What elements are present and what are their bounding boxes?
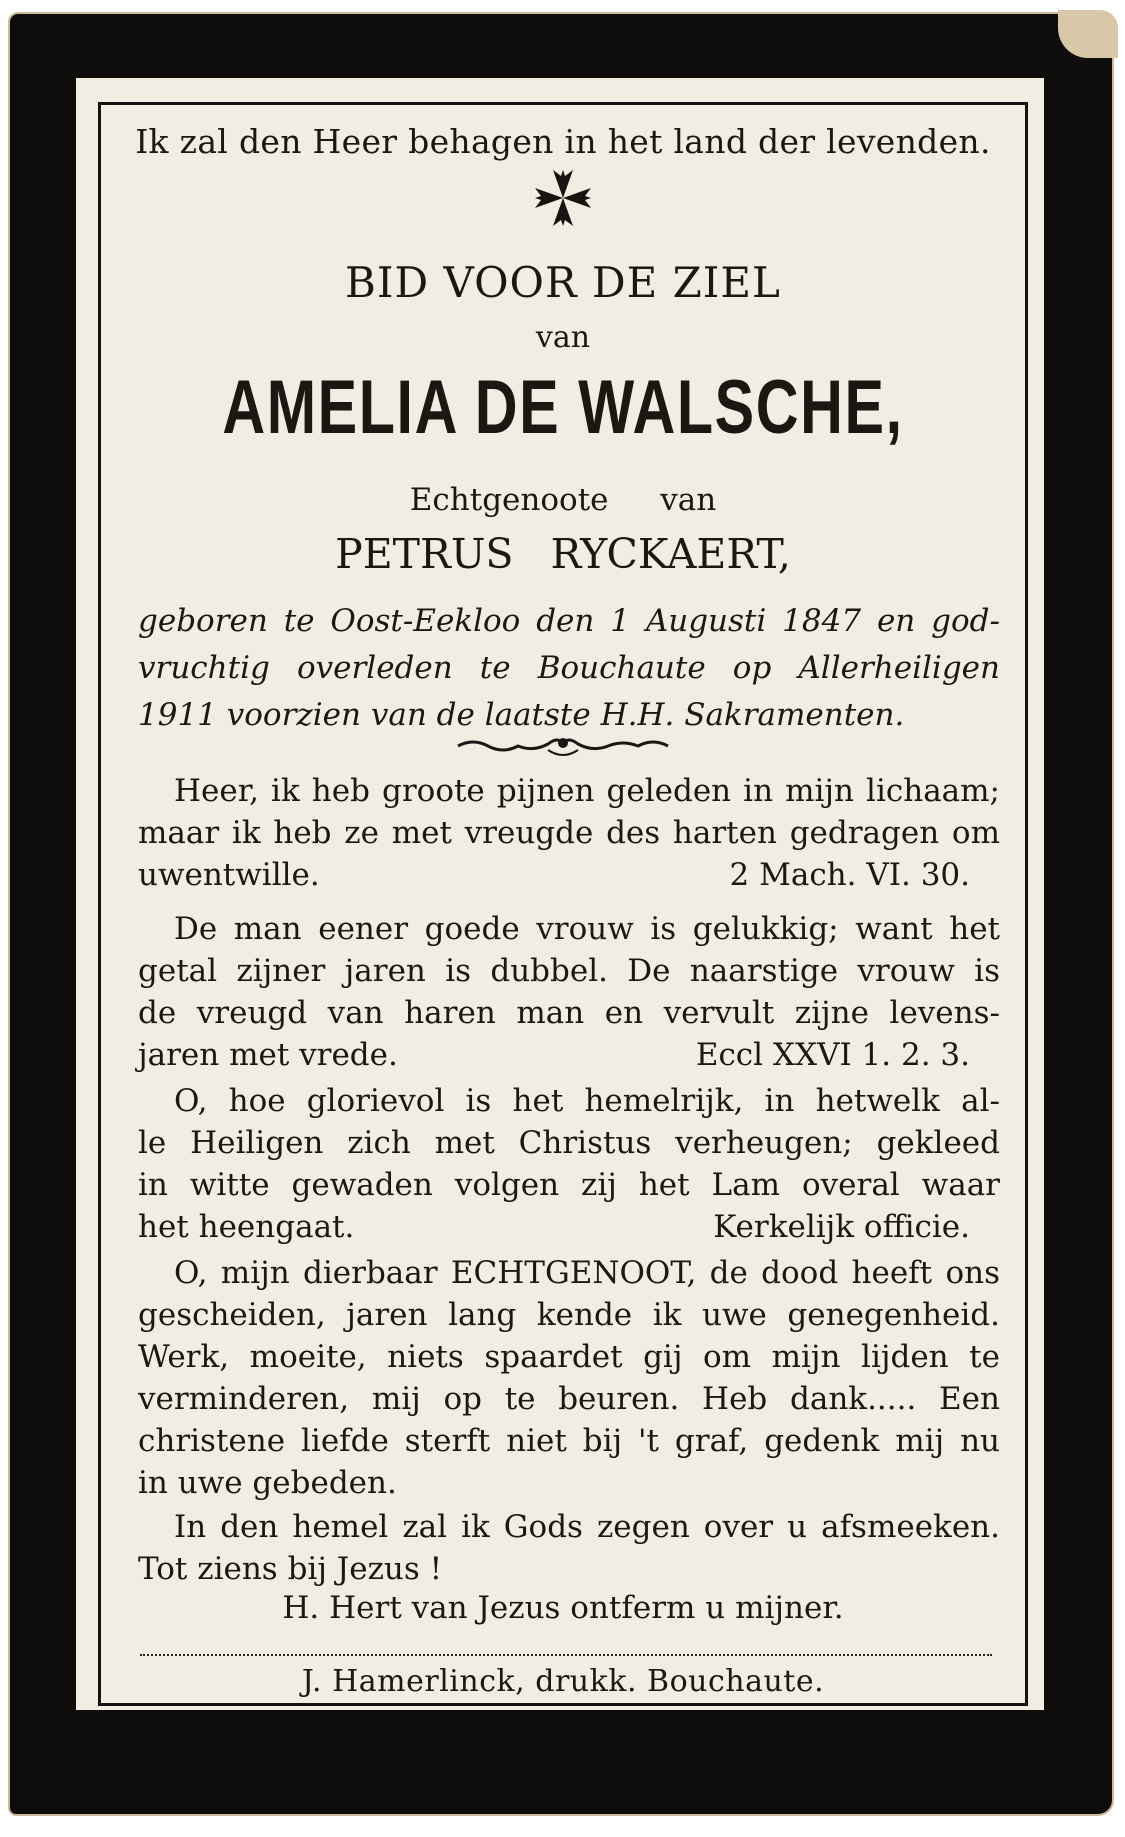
- verse-5: [138, 1506, 1000, 1590]
- verse-1-line-2: maar ik heb ze met vreugde des harten gedragen om: [138, 815, 1000, 851]
- verse-3-line-3: in witte gewaden volgen zij het Lam overal waar: [138, 1167, 1000, 1203]
- verse-1-line-3: uwentwille.: [138, 857, 320, 893]
- verse-5-line-2: Tot ziens bij Jezus !: [138, 1551, 443, 1587]
- verse-3-reference: Kerkelijk officie.: [713, 1209, 970, 1245]
- verse-1-reference: 2 Mach. VI. 30.: [729, 857, 970, 893]
- verse-2-line-4: jaren met vrede.: [138, 1037, 398, 1073]
- verse-1: [138, 770, 1000, 896]
- verse-3-line-4: het heengaat.: [138, 1209, 355, 1245]
- opening-verse: Ik zal den Heer behagen in het land der levenden.: [135, 122, 991, 161]
- verse-2: [138, 908, 1000, 1076]
- van-label: van: [535, 320, 591, 355]
- verse-1-line-1: Heer, ik heb groote pijnen geleden in mijn lichaam;: [174, 773, 1000, 809]
- prayer-title: BID VOOR DE ZIEL: [345, 258, 781, 307]
- closing-prayer: H. Hert van Jezus ontferm u mijner.: [282, 1590, 844, 1626]
- verse-2-reference: Eccl XXVI 1. 2. 3.: [695, 1037, 970, 1073]
- verse-2-line-3: de vreugd van haren man en vervult zijne levens-: [138, 995, 1000, 1031]
- verse-4-line-1: O, mijn dierbaar ECHTGENOOT, de dood heeft ons: [174, 1255, 1000, 1291]
- verse-4-line-5: christene liefde sterft niet bij 't graf, gedenk mij nu: [138, 1423, 1000, 1459]
- biography-line-3: 1911 voorzien van de laatste H.H. Sakramenten.: [138, 697, 905, 733]
- deceased-name: AMELIA DE WALSCHE,: [222, 365, 904, 450]
- verse-3: [138, 1080, 1000, 1248]
- spouse-label: [98, 482, 1028, 518]
- verse-4-line-3: Werk, moeite, niets spaardet gij om mijn lijden te: [138, 1339, 1000, 1375]
- maltese-cross-icon: [531, 168, 595, 228]
- verse-2-line-2: getal zijner jaren is dubbel. De naarstige vrouw is: [138, 953, 1000, 989]
- spouse-name: PETRUS RYCKAERT,: [335, 530, 791, 578]
- ornament-wrapper: [98, 728, 1028, 762]
- verse-4-line-4: verminderen, mij op te beuren. Heb dank..... Een: [138, 1381, 1000, 1417]
- verse-3-line-1: O, hoe glorievol is het hemelrijk, in hetwelk al-: [174, 1083, 1000, 1119]
- spouse-label-a: Echtgenoote: [409, 482, 609, 518]
- biography-line-1: geboren te Oost-Eekloo den 1 Augusti 1847 en god-: [138, 603, 1000, 639]
- dotted-divider: [140, 1654, 992, 1656]
- spouse-label-b: van: [660, 482, 717, 518]
- verse-5-line-1: In den hemel zal ik Gods zegen over u afsmeeken.: [174, 1509, 1000, 1545]
- flourish-divider-icon: [453, 728, 673, 762]
- biography-line-2: vruchtig overleden te Bouchaute op Allerheiligen: [138, 650, 1000, 686]
- verse-4-line-6: in uwe gebeden.: [138, 1465, 397, 1501]
- verse-4-line-2: gescheiden, jaren lang kende ik uwe genegenheid.: [138, 1297, 1000, 1333]
- verse-3-line-2: le Heiligen zich met Christus verheugen; gekleed: [138, 1125, 1000, 1161]
- verse-2-line-1: De man eener goede vrouw is gelukkig; want het: [174, 911, 1000, 947]
- printer-imprint: J. Hamerlinck, drukk. Bouchaute.: [301, 1664, 825, 1699]
- cross-wrapper: [98, 168, 1028, 228]
- verse-4: [138, 1252, 1000, 1504]
